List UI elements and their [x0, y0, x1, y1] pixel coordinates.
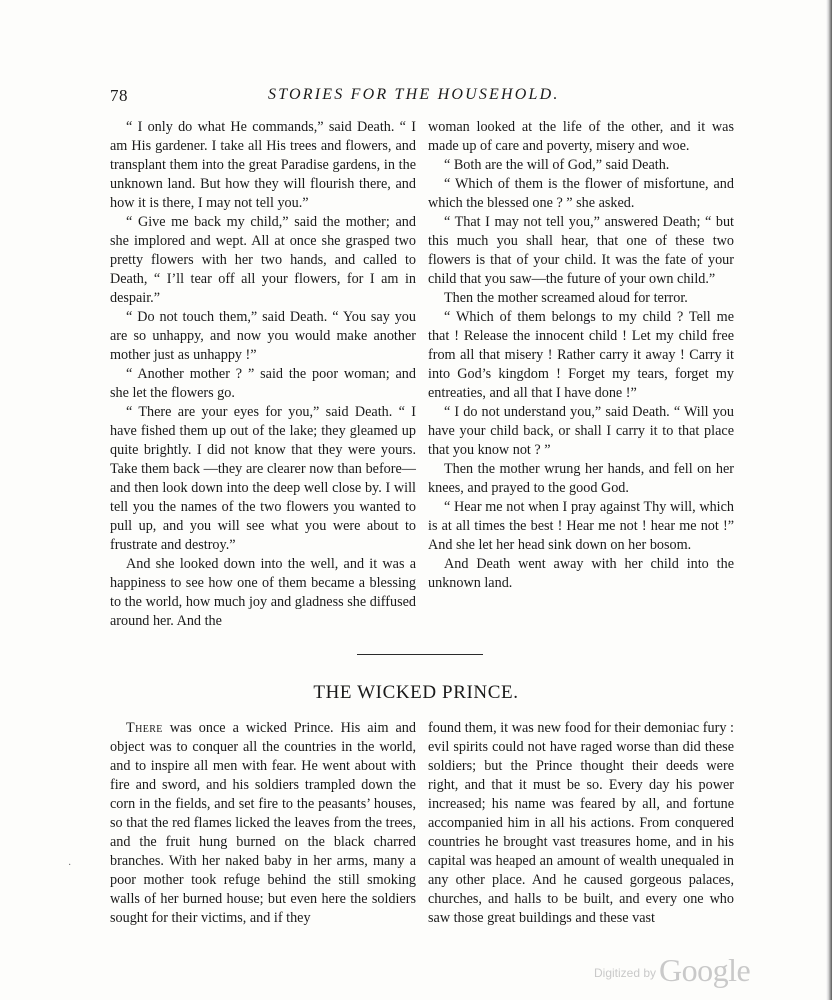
paragraph: “ Give me back my child,” said the mother; and she implored and wept. All at once she grasped two pretty flowers with her two hands, and called to Death, “ I’ll tear off all your flowers, for I am in despair.” — [110, 214, 416, 306]
page-number: 78 — [110, 86, 128, 105]
paragraph: “ Which of them belongs to my child ? Tell me that ! Release the innocent child ! Let my child free from all that misery ! Rather carry it away ! Carry it into God’s kingdom ! Forget my tears, forget my entreaties, and all that I have done !” — [428, 309, 734, 401]
paragraph — [110, 719, 416, 928]
watermark-prefix: Digitized by — [594, 966, 657, 980]
paragraph: Then the mother screamed aloud for terror. — [444, 290, 688, 306]
google-logo: Google — [659, 952, 751, 988]
stray-mark: · — [68, 860, 72, 871]
paragraph: “ Both are the will of God,” said Death. — [444, 157, 670, 173]
story-continued-column-left — [110, 118, 416, 631]
story-title: THE WICKED PRINCE. — [313, 682, 519, 703]
paragraph: And she looked down into the well, and it was a happiness to see how one of them became a blessing to the world, how much joy and gladness she diffused around her. And the — [110, 556, 416, 629]
digitized-watermark — [594, 952, 750, 989]
page-edge — [826, 0, 832, 1000]
paragraph: “ Another mother ? ” said the poor woman; and she let the flowers go. — [110, 366, 416, 401]
paragraph: “ There are your eyes for you,” said Death. “ I have fished them up out of the lake; they gleamed up quite brightly. I did not know that they were yours. Take them back —they are clearer now than before—and then look down into the deep well close by. I will tell you the names of the two flowers you wanted to pull up, and you will see what you were about to frustrate and destroy.” — [110, 404, 416, 553]
paragraph: “ I only do what He commands,” said Death. “ I am His gardener. I take all His trees and flowers, and transplant them into the great Paradise gardens, in the unknown land. But how they will flourish there, and how it is there, I may not tell you.” — [110, 119, 416, 211]
paragraph: “ Hear me not when I pray against Thy will, which is at all times the best ! Hear me not ! hear me not !” And she let her head sink down on her bosom. — [428, 499, 734, 553]
paragraph: “ Which of them is the flower of misfortune, and which the blessed one ? ” she asked. — [428, 176, 734, 211]
paragraph: “ Do not touch them,” said Death. “ You say you are so unhappy, and now you would make another mother just as unhappy !” — [110, 309, 416, 363]
lead-word: There — [126, 720, 163, 736]
paragraph: “ I do not understand you,” said Death. “ Will you have your child back, or shall I carry it to that place that you know not ? ” — [428, 404, 734, 458]
story-continued-column-right — [428, 118, 734, 593]
paragraph: found them, it was new food for their demoniac fury : evil spirits could not have raged worse than did these soldiers; but the Prince thought their deeds were right, and that it must be so. Every day his power increased; his name was feared by all, and fortune accompanied him in all his actions. From conquered countries he brought vast treasures home, and in his capital was heaped an amount of wealth unequaled in any other place. And he caused gorgeous palaces, churches, and halls to be built, and every one who saw those great buildings and these vast — [428, 720, 734, 926]
paragraph-text: was once a wicked Prince. His aim and object was to conquer all the countries in the world, and to inspire all men with fear. He went about with fire and sword, and his soldiers trampled down the corn in the fields, and set fire to the peasants’ houses, so that the red flames licked the leaves from the trees, and the fruit hung burned on the black charred branches. With her naked baby in her arms, many a poor mother took refuge behind the still smoking walls of her burned house; but even here the soldiers sought for their victims, and if they — [110, 720, 416, 926]
running-head: STORIES FOR THE HOUSEHOLD. — [268, 86, 560, 103]
new-story-column-left — [110, 719, 416, 928]
paragraph: woman looked at the life of the other, and it was made up of care and poverty, misery and woe. — [428, 119, 734, 154]
paragraph: “ That I may not tell you,” answered Death; “ but this much you shall hear, that one of these two flowers is that of your child. It was the fate of your child that you saw—the future of your own child.” — [428, 214, 734, 287]
section-divider — [357, 654, 483, 655]
paragraph: And Death went away with her child into the unknown land. — [428, 556, 734, 591]
paragraph: Then the mother wrung her hands, and fell on her knees, and prayed to the good God. — [428, 461, 734, 496]
new-story-column-right — [428, 719, 734, 928]
